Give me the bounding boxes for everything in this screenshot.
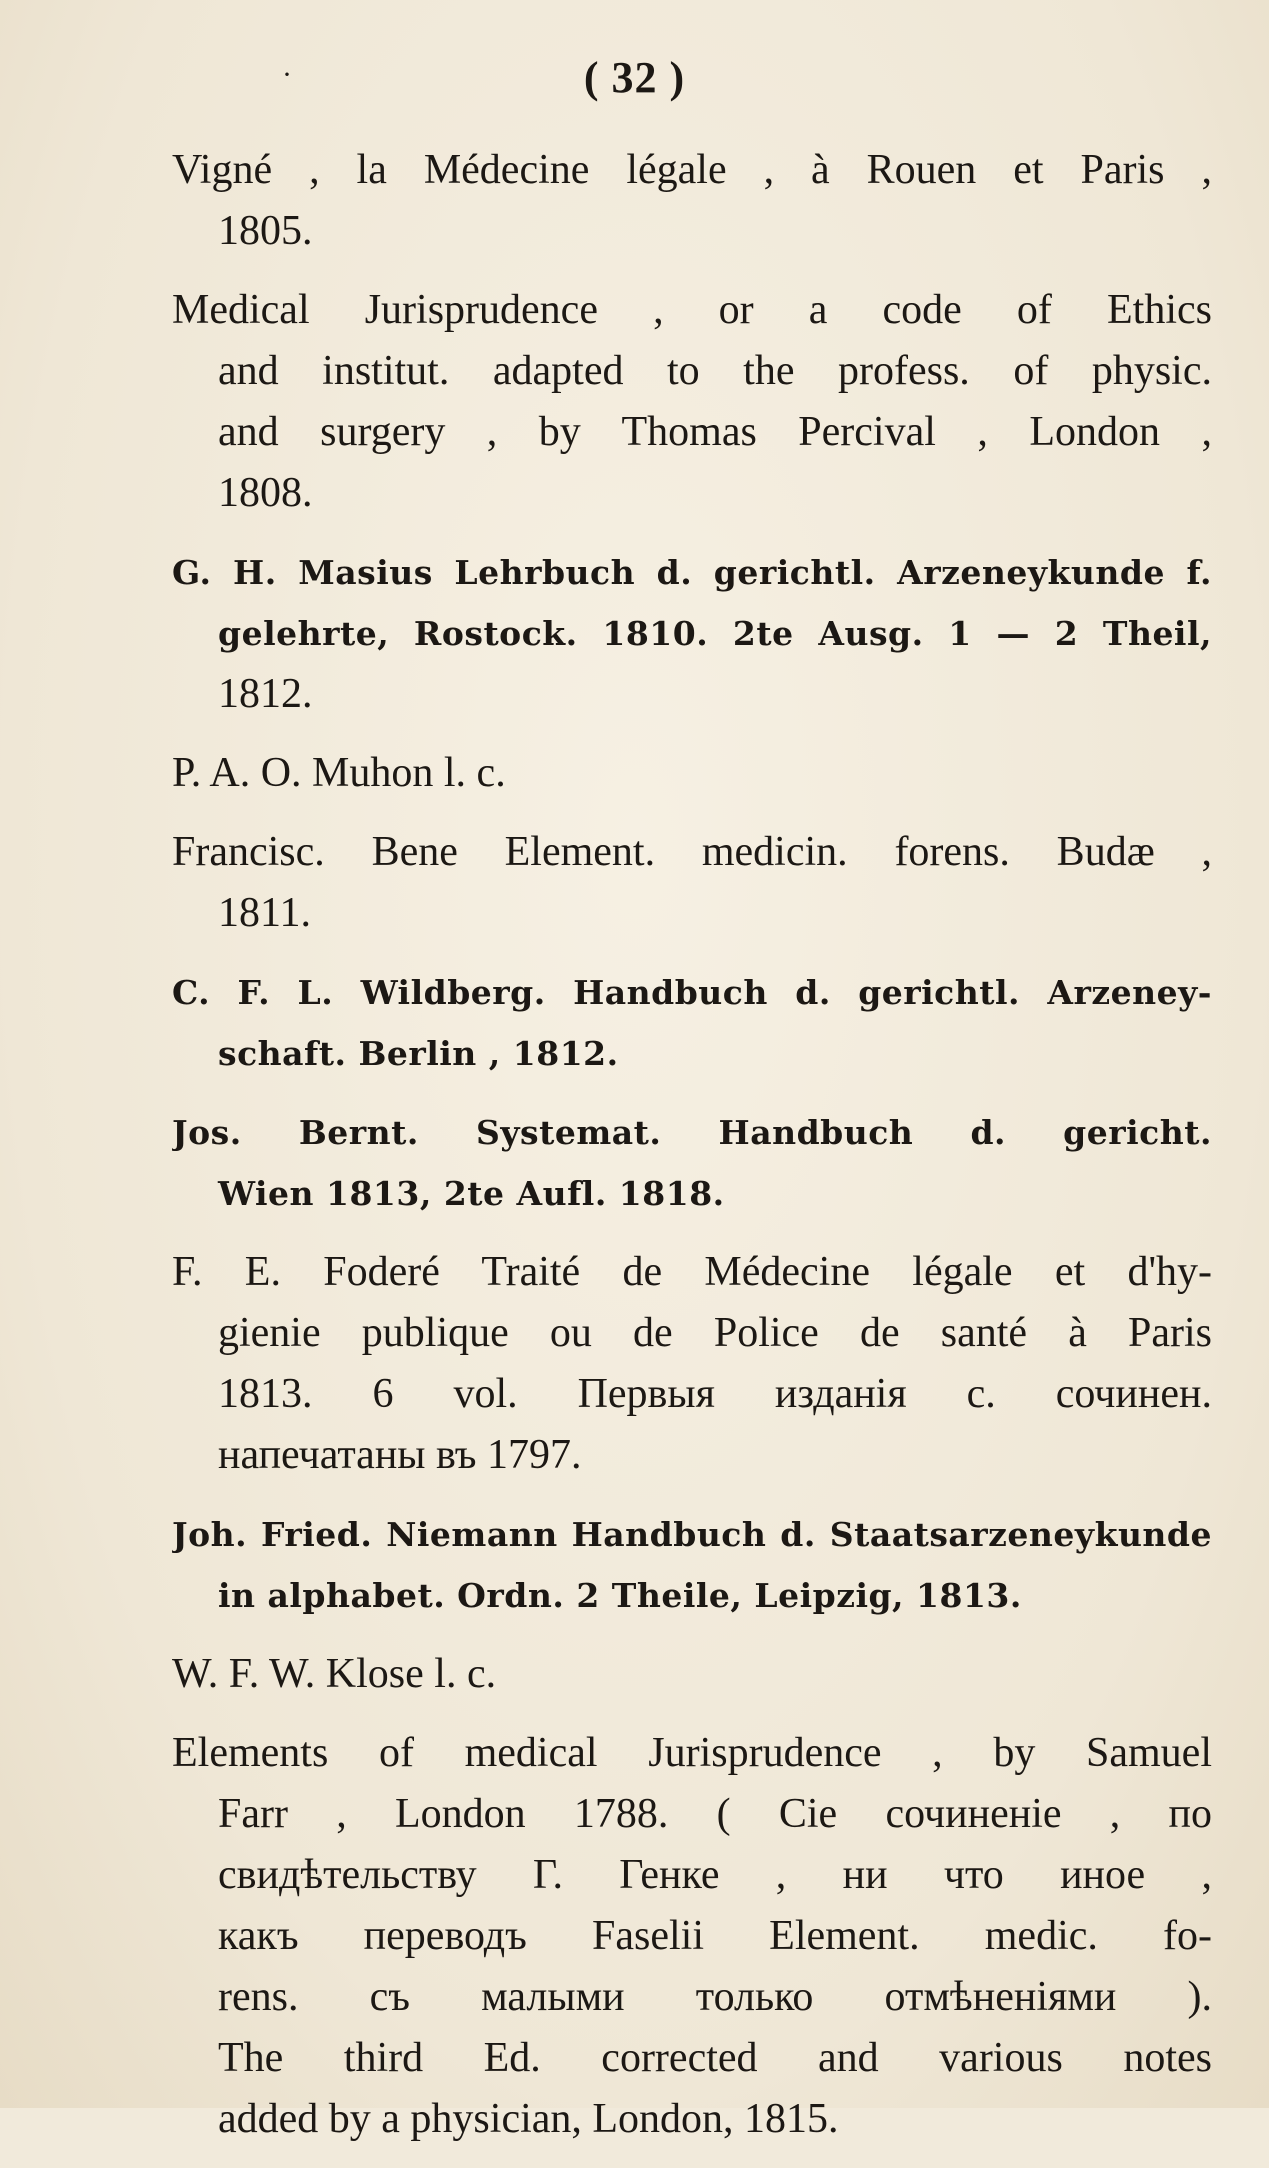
bibliography-entry (172, 1723, 1212, 2150)
entry-line: C. F. L. Wildberg. Handbuch d. gerichtl. Arzeney- (172, 973, 1212, 1012)
entry-line: какъ переводъ Faselii Element. medic. fo- (218, 1913, 1212, 1959)
bibliography-entry (172, 822, 1212, 944)
entry-line: Joh. Fried. Niemann Handbuch d. Staatsarzeneykunde (172, 1515, 1212, 1554)
entry-line: gienie publique ou de Police de santé à Paris (218, 1310, 1212, 1356)
bibliography-entry (172, 1102, 1212, 1224)
entry-line: Farr , London 1788. ( Сіе сочиненіе , по (218, 1791, 1212, 1837)
entry-line: Wien 1813, 2te Aufl. 1818. (218, 1174, 725, 1213)
entry-line: and institut. adapted to the profess. of physic. (218, 348, 1212, 394)
entry-line: schaft. Berlin , 1812. (218, 1034, 619, 1073)
page-dot: · (282, 58, 292, 91)
entry-line: 1805. (218, 208, 313, 254)
entry-line: G. H. Masius Lehrbuch d. gerichtl. Arzeneykunde f. (172, 553, 1212, 592)
entry-line: 1813. 6 vol. Первыя изданія с. сочинен. (218, 1371, 1212, 1417)
entry-line: 1808. (218, 470, 313, 516)
entry-line: 1811. (218, 890, 311, 936)
bibliography-entry (172, 1644, 1212, 1705)
entry-line: F. E. Foderé Traité de Médecine légale et d'hy- (172, 1249, 1212, 1295)
bibliography-entry (172, 140, 1212, 262)
bibliography-entry (172, 542, 1212, 725)
entry-line: in alphabet. Ordn. 2 Theile, Leipzig, 1813. (218, 1576, 1022, 1615)
bibliography-entry (172, 1504, 1212, 1626)
bibliography-list (172, 140, 1212, 2168)
entry-line: Jos. Bernt. Systemat. Handbuch d. gericht. (172, 1113, 1212, 1152)
entry-line: напечатаны въ 1797. (218, 1432, 582, 1478)
entry-line: P. A. O. Muhon l. c. (172, 750, 506, 796)
bibliography-entry (172, 1242, 1212, 1486)
bibliography-entry (172, 280, 1212, 524)
entry-line: gelehrte, Rostock. 1810. 2te Ausg. 1 — 2 Theil, (218, 614, 1212, 653)
entry-line: The third Ed. corrected and various notes (218, 2035, 1212, 2081)
entry-line: added by a physician, London, 1815. (218, 2096, 839, 2142)
entry-line: Vigné , la Médecine légale , à Rouen et Paris , (172, 147, 1212, 193)
entry-line: and surgery , by Thomas Percival , London , (218, 409, 1212, 455)
page-number: ( 32 ) (583, 53, 686, 102)
entry-line: Francisc. Bene Element. medicin. forens. Budæ , (172, 829, 1212, 875)
entry-line: W. F. W. Klose l. c. (172, 1651, 497, 1697)
bibliography-entry (172, 962, 1212, 1084)
entry-line: 1812. (218, 671, 313, 717)
entry-line: rens. съ малыми только отмѣненіями ). (218, 1974, 1212, 2020)
entry-line: свидѣтельству Г. Генке , ни что иное , (218, 1852, 1212, 1898)
entry-line: Medical Jurisprudence , or a code of Ethics (172, 287, 1212, 333)
entry-line: Elements of medical Jurisprudence , by Samuel (172, 1730, 1212, 1776)
bibliography-entry (172, 743, 1212, 804)
